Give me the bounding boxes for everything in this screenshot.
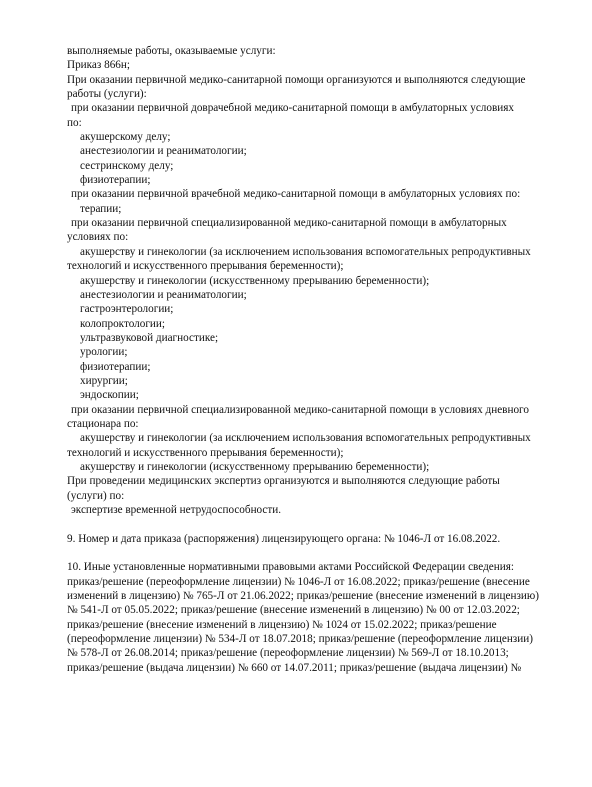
- document-line: акушерству и гинекологии (за исключением использования вспомогательных репродуктивных: [80, 245, 531, 258]
- document-line: При оказании первичной медико-санитарной помощи организуются и выполняются следующие: [67, 73, 526, 86]
- document-line: акушерству и гинекологии (искусственному прерыванию беременности);: [80, 460, 430, 473]
- blank-line: [67, 546, 552, 560]
- document-line: физиотерапии;: [80, 174, 151, 187]
- document-line: Приказ 866н;: [67, 59, 130, 72]
- document-line: терапии;: [80, 202, 122, 215]
- document-line: приказ/решение (внесение изменений в лицензию) № 1024 от 15.02.2022; приказ/решение: [67, 618, 497, 631]
- document-line: при оказании первичной доврачебной медико-санитарной помощи в амбулаторных условиях: [71, 102, 514, 115]
- document-line: технологий и искусственного прерывания беременности);: [67, 446, 344, 459]
- document-line: при оказании первичной врачебной медико-санитарной помощи в амбулаторных условиях по:: [71, 188, 521, 201]
- document-line: изменений в лицензию) № 765-Л от 21.06.2022; приказ/решение (внесение изменений в лицензию): [67, 590, 539, 603]
- document-line: технологий и искусственного прерывания беременности);: [67, 260, 344, 273]
- document-line: выполняемые работы, оказываемые услуги:: [67, 45, 276, 57]
- blank-line: [67, 517, 552, 531]
- document-line: приказ/решение (выдача лицензии) № 660 от 14.07.2011; приказ/решение (выдача лицензии) №: [67, 661, 522, 674]
- document-line: сестринскому делу;: [80, 159, 174, 172]
- document-line: № 541-Л от 05.05.2022; приказ/решение (внесение изменений в лицензию) № 00 от 12.03.2022;: [67, 604, 520, 617]
- document-line: акушерскому делу;: [80, 131, 171, 144]
- document-line: экспертизе временной нетрудоспособности.: [71, 504, 282, 516]
- document-line: приказ/решение (переоформление лицензии) № 1046-Л от 16.08.2022; приказ/решение (внесение: [67, 575, 530, 588]
- document-line: № 578-Л от 26.08.2014; приказ/решение (переоформление лицензии) № 569-Л от 18.10.2013;: [67, 647, 509, 660]
- document-line: (услуги) по:: [67, 489, 125, 502]
- document-line: (переоформление лицензии) № 534-Л от 18.07.2018; приказ/решение (переоформление лицензии): [67, 633, 533, 646]
- document-line: эндоскопии;: [80, 389, 139, 402]
- document-line: при оказании первичной специализированной медико-санитарной помощи в амбулаторных: [71, 217, 507, 230]
- document-line: гастроэнтерологии;: [80, 303, 174, 316]
- document-line: при оказании первичной специализированной медико-санитарной помощи в условиях дневного: [71, 403, 529, 416]
- document-line: хирургии;: [80, 374, 128, 387]
- document-line: акушерству и гинекологии (за исключением использования вспомогательных репродуктивных: [80, 432, 531, 445]
- document-line: 9. Номер и дата приказа (распоряжения) лицензирующего органа: № 1046-Л от 16.08.2022.: [67, 532, 501, 545]
- document-line: ультразвуковой диагностике;: [80, 331, 219, 344]
- document-line: физиотерапии;: [80, 360, 151, 373]
- document-line: 10. Иные установленные нормативными правовыми актами Российской Федерации сведения:: [67, 561, 514, 574]
- document-line: условиях по:: [67, 231, 129, 244]
- document-line: урологии;: [80, 346, 128, 359]
- document-line: работы (услуги):: [67, 88, 147, 101]
- document-line: При проведении медицинских экспертиз организуются и выполняются следующие работы: [67, 475, 500, 488]
- document-line: стационара по:: [67, 417, 139, 430]
- document-line: анестезиологии и реаниматологии;: [80, 145, 247, 158]
- document-line: акушерству и гинекологии (искусственному прерыванию беременности);: [80, 274, 430, 287]
- document-line: по:: [67, 116, 82, 129]
- document-line: анестезиологии и реаниматологии;: [80, 288, 247, 301]
- document-line: колопроктологии;: [80, 317, 165, 330]
